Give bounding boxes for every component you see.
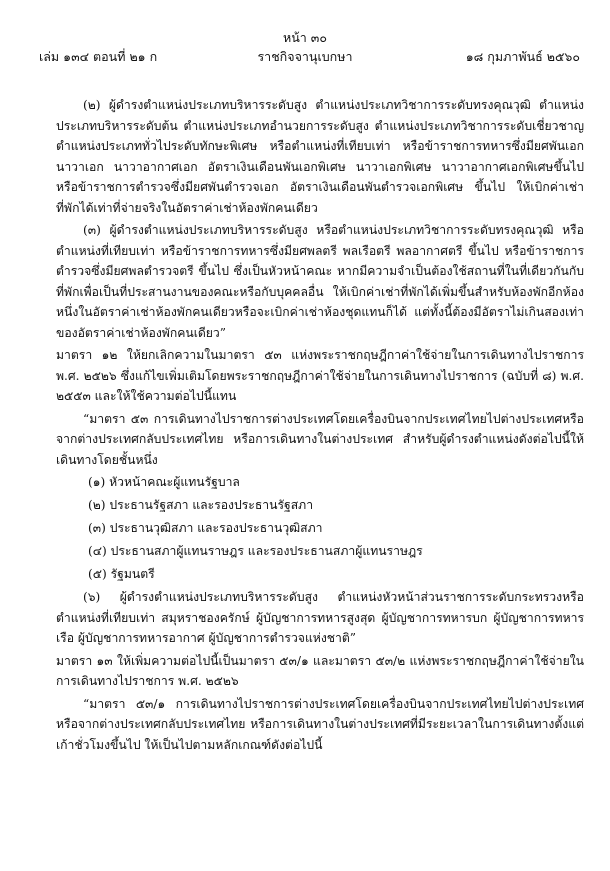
list-item: (๑) หัวหน้าคณะผู้แทนรัฐบาล (88, 475, 240, 489)
volume-issue: เล่ม ๑๓๔ ตอนที่ ๒๑ ก (39, 49, 158, 64)
list-item: (๔) ประธานสภาผู้แทนราษฎร และรองประธานสภาผู้แทนราษฎร (88, 544, 423, 558)
paragraph-clause-2: (๒) ผู้ดำรงตำแหน่งประเภทบริหารระดับสูง ตำแหน่งประเภทวิชาการระดับทรงคุณวุฒิ ตำแหน่งประเภทบริหารระดับต้น ตำแหน่งประเภทอำนวยการระดับสูง ตำแหน่งประเภทวิชาการระดับเชี่ยวชาญ ตำแหน่งประเภททั่วไประดับทักษะพิเศษ หรือตำแหน่งที่เทียบเท่า หรือข้าราชการทหารซึ่งมียศพันเอก นาวาเอก นาวาอากาศเอก อัตราเงินเดือนพันเอกพิเศษ นาวาเอกพิเศษ นาวาอากาศเอกพิเศษขึ้นไป หรือข้าราชการตำรวจซึ่งมียศพันตำรวจเอก อัตราเงินเดือนพันตำรวจเอกพิเศษ ขึ้นไป ให้เบิกค่าเช่าที่พักได้เท่าที่จ่ายจริงในอัตราค่าเช่าห้องพักคนเดียว (56, 98, 584, 215)
publication-date: ๑๘ กุมภาพันธ์ ๒๕๖๐ (465, 49, 580, 64)
section-53-1-text: “มาตรา ๕๓/๑ การเดินทางไปราชการต่างประเทศโดยเครื่องบินจากประเทศไทยไปต่างประเทศหรือจากต่างประเทศกลับประเทศไทย หรือการเดินทางในต่างประเทศที่มีระยะเวลาในการเดินทางตั้งแต่เก้าชั่วโมงขึ้นไป ให้เป็นไปตามหลักเกณฑ์ดังต่อไปนี้ (56, 696, 584, 752)
paragraph-clause-3: (๓) ผู้ดำรงตำแหน่งประเภทบริหารระดับสูง หรือตำแหน่งประเภทวิชาการระดับทรงคุณวุฒิ หรือตำแหน่งที่เทียบเท่า หรือข้าราชการทหารซึ่งมียศพลตรี พลเรือตรี พลอากาศตรี ขึ้นไป หรือข้าราชการตำรวจซึ่งมียศพลตำรวจตรี ขึ้นไป ซึ่งเป็นหัวหน้าคณะ หากมีความจำเป็นต้องใช้สถานที่ในที่เดียวกันกับที่พักเพื่อเป็นที่ประสานงานของคณะหรือกับบุคคลอื่น ให้เบิกค่าเช่าที่พักได้เพิ่มขึ้นสำหรับห้องพักอีกห้องหนึ่งในอัตราค่าเช่าห้องพักคนเดียวหรือจะเบิกค่าเช่าห้องชุดแทนก็ได้ แต่ทั้งนี้ต้องมีอัตราไม่เกินสองเท่าของอัตราค่าเช่าห้องพักคนเดียว” (56, 223, 584, 340)
list-item: (๓) ประธานวุฒิสภา และรองประธานวุฒิสภา (88, 521, 323, 535)
page-header (0, 0, 610, 90)
page-number: หน้า ๓๐ (283, 30, 327, 45)
section-53-text: “มาตรา ๕๓ การเดินทางไปราชการต่างประเทศโดยเครื่องบินจากประเทศไทยไปต่างประเทศหรือจากต่างประเทศกลับประเทศไทย หรือการเดินทางในต่างประเทศ สำหรับผู้ดำรงตำแหน่งดังต่อไปนี้ให้เดินทางโดยชั้นหนึ่ง (56, 411, 584, 467)
list-item: (๕) รัฐมนตรี (88, 567, 155, 581)
section-13: มาตรา ๑๓ ให้เพิ่มความต่อไปนี้เป็นมาตรา ๕๓/๑ และมาตรา ๕๓/๒ แห่งพระราชกฤษฎีกาค่าใช้จ่ายในการเดินทางไปราชการ พ.ศ. ๒๕๒๖ (56, 653, 584, 688)
list-item: (๒) ประธานรัฐสภา และรองประธานรัฐสภา (88, 498, 314, 512)
section-12: มาตรา ๑๒ ให้ยกเลิกความในมาตรา ๕๓ แห่งพระราชกฤษฎีกาค่าใช้จ่ายในการเดินทางไปราชการ พ.ศ. ๒๕๒๖ ซึ่งแก้ไขเพิ่มเติมโดยพระราชกฤษฎีกาค่าใช้จ่ายในการเดินทางไปราชการ (ฉบับที่ ๘) พ.ศ. ๒๕๕๓ และให้ใช้ความต่อไปนี้แทน (56, 348, 584, 403)
list-item-6: (๖) ผู้ดำรงตำแหน่งประเภทบริหารระดับสูง ตำแหน่งหัวหน้าส่วนราชการระดับกระทรวงหรือตำแหน่งที่เทียบเท่า สมุหราชองครักษ์ ผู้บัญชาการทหารสูงสุด ผู้บัญชาการทหารบก ผู้บัญชาการทหารเรือ ผู้บัญชาการทหารอากาศ ผู้บัญชาการตำรวจแห่งชาติ” (56, 590, 584, 645)
document-body (56, 95, 584, 757)
gazette-title: ราชกิจจานุเบกษา (257, 49, 353, 64)
